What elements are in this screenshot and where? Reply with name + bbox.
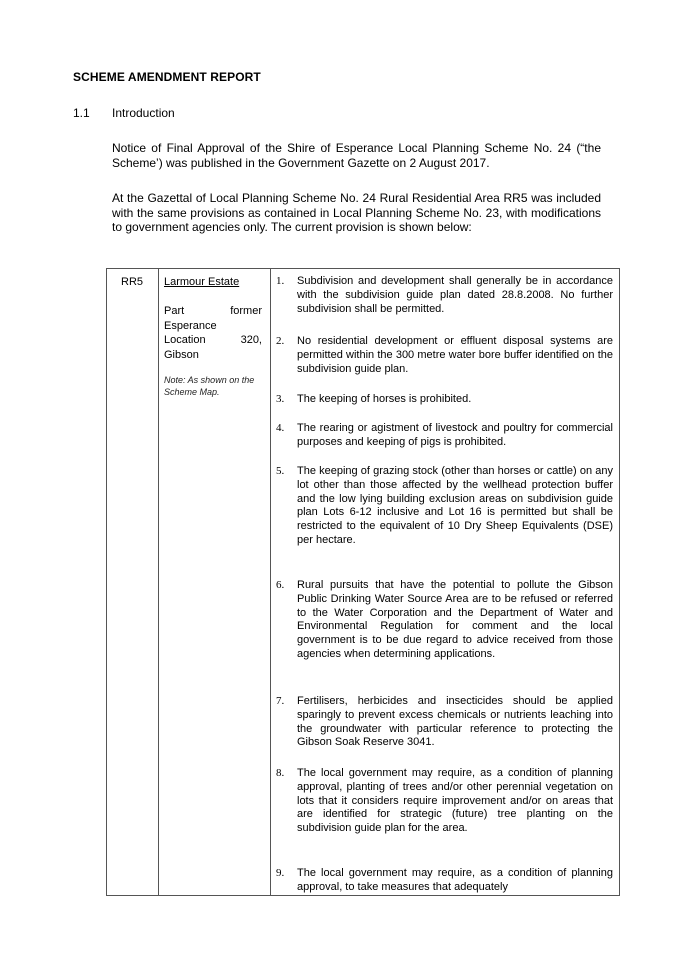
provision-item: [276, 422, 613, 450]
provision-text: The local government may require, as a condition of planning approval, planting of trees and/or other perennial vegetation on lots that it considers require improvement and/or on areas that are identified for strategic (future) tree planting on the subdivision guide plan for the area.: [297, 767, 613, 835]
section-title: Introduction: [112, 106, 175, 120]
zone-code: RR5: [121, 276, 144, 288]
provision-number: 6.: [276, 579, 285, 591]
lot-line: Location 320,: [164, 334, 262, 346]
provision-item: [276, 579, 613, 662]
provision-item: [276, 695, 613, 750]
provision-item: [276, 867, 613, 895]
table-column-divider: [158, 269, 159, 895]
lot-line: Gibson: [164, 348, 199, 361]
provision-text: The keeping of horses is prohibited.: [297, 393, 472, 405]
section-number: 1.1: [73, 106, 90, 120]
intro-paragraph-1: Notice of Final Approval of the Shire of Esperance Local Planning Scheme No. 24 (“the Scheme’) was published in the Government Gazette on 2 August 2017.: [112, 141, 601, 170]
provision-number: 4.: [276, 422, 285, 434]
provision-number: 1.: [276, 275, 285, 287]
provision-item: [276, 275, 613, 316]
intro-paragraph-2: At the Gazettal of Local Planning Scheme No. 24 Rural Residential Area RR5 was included with the same provisions as contained in Local Planning Scheme No. 23, with modifications to government agencies only. The current provision is shown below:: [112, 191, 601, 234]
provision-item: [276, 767, 613, 836]
provision-text: The local government may require, as a condition of planning approval, to take measures that adequately: [297, 867, 613, 893]
provision-text: Subdivision and development shall generally be in accordance with the subdivision guide plan dated 28.8.2008. No further subdivision shall be permitted.: [297, 275, 613, 315]
provision-text: Fertilisers, herbicides and insecticides should be applied sparingly to prevent excess chemicals or nutrients leaching into the groundwater with particular reference to protecting the Gibson Soak Reserve 3041.: [297, 695, 613, 749]
lot-line: Part former: [164, 305, 262, 317]
provision-item: [276, 335, 613, 376]
provision-text: The rearing or agistment of livestock and poultry for commercial purposes and keeping of pigs is prohibited.: [297, 422, 613, 448]
provision-text: The keeping of grazing stock (other than horses or cattle) on any lot other than those affected by the wellhead protection buffer and the low lying building exclusion areas on subdivision guide plan Lots 6-12 inclusive and Lot 16 is permitted but shall be restricted to the equivalent of 10 Dry Sheep Equivalents (DSE) per hectare.: [297, 465, 613, 546]
provision-number: 2.: [276, 335, 285, 347]
provision-number: 8.: [276, 767, 285, 779]
provision-text: Rural pursuits that have the potential to pollute the Gibson Public Drinking Water Source Area are to be refused or referred to the Water Corporation and the Department of Water and Environmental Regulation for comment and the local government is to be due regard to advice received from those agencies when determining applications.: [297, 579, 613, 660]
provision-number: 3.: [276, 393, 285, 405]
lot-line: Esperance: [164, 319, 217, 332]
provision-text: No residential development or effluent disposal systems are permitted within the 300 metre water bore buffer identified on the subdivision guide plan.: [297, 335, 613, 375]
provision-number: 5.: [276, 465, 285, 477]
estate-name: Larmour Estate: [164, 276, 240, 288]
report-title: SCHEME AMENDMENT REPORT: [73, 70, 261, 84]
provision-item: [276, 465, 613, 548]
scheme-map-note: Note: As shown on the Scheme Map.: [164, 375, 255, 397]
provision-item: [276, 393, 613, 407]
table-column-divider: [270, 269, 271, 895]
provision-number: 7.: [276, 695, 285, 707]
lot-description: [164, 304, 262, 362]
provision-number: 9.: [276, 867, 285, 879]
